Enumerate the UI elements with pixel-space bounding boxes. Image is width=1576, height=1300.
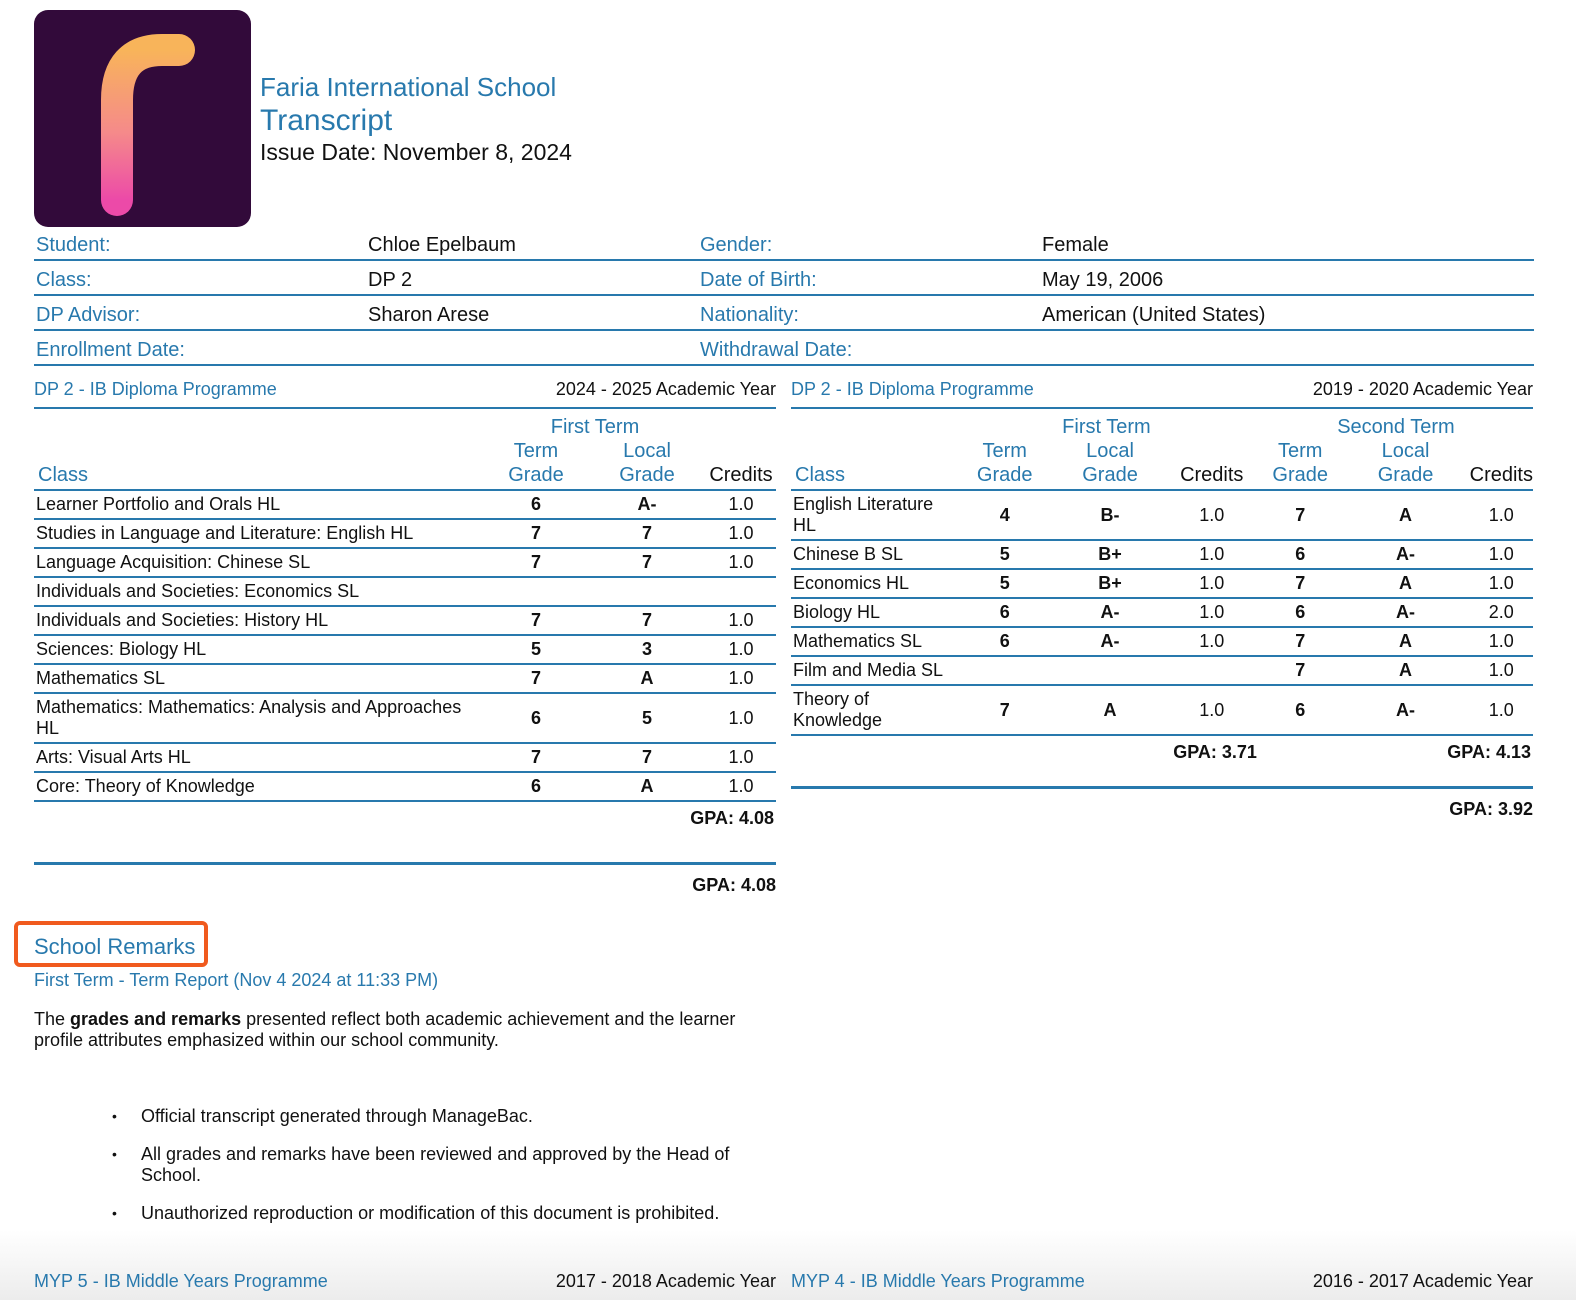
local-grade: 3 <box>588 635 706 664</box>
credits: 1.0 <box>706 519 776 548</box>
credits: 1.0 <box>1470 540 1533 569</box>
school-logo <box>34 10 251 227</box>
section-header <box>791 379 1533 409</box>
table-row <box>791 627 1533 656</box>
local-grade <box>588 577 706 606</box>
class-name: Individuals and Societies: Economics SL <box>34 577 484 606</box>
class-name: Mathematics SL <box>791 627 954 656</box>
class-name: Economics HL <box>791 569 954 598</box>
issue-date: Issue Date: November 8, 2024 <box>260 139 572 165</box>
col-local-grade: Local Grade <box>588 439 706 490</box>
table-row <box>34 490 776 519</box>
credits: 1.0 <box>1165 598 1259 627</box>
info-row <box>34 330 1534 365</box>
term-grade: 7 <box>1259 656 1342 685</box>
term-grade: 6 <box>1259 685 1342 735</box>
class-name: Mathematics SL <box>34 664 484 693</box>
term-grade: 7 <box>1259 569 1342 598</box>
credits: 1.0 <box>1165 540 1259 569</box>
local-grade: A- <box>1341 598 1469 627</box>
local-grade: A <box>1341 627 1469 656</box>
table-row <box>34 577 776 606</box>
table-row <box>34 743 776 772</box>
program-name[interactable]: MYP 5 - IB Middle Years Programme <box>34 1271 328 1291</box>
term-grade: 6 <box>1259 598 1342 627</box>
credits: 1.0 <box>1470 569 1533 598</box>
list-item: • Unauthorized reproduction or modification of this document is prohibited. <box>112 1203 742 1224</box>
local-grade: A- <box>1341 540 1469 569</box>
grades-table <box>34 409 776 832</box>
academic-year: 2024 - 2025 Academic Year <box>555 379 776 399</box>
class-name: Biology HL <box>791 598 954 627</box>
credits: 1.0 <box>706 772 776 801</box>
info-label: Nationality: <box>698 295 1040 330</box>
grades-table <box>791 409 1533 766</box>
program-name[interactable]: DP 2 - IB Diploma Programme <box>34 379 277 399</box>
credits: 1.0 <box>1165 490 1259 540</box>
col-term-grade: Term Grade <box>484 439 588 490</box>
academic-year: 2017 - 2018 Academic Year <box>555 1271 776 1291</box>
info-row <box>34 260 1534 295</box>
table-row <box>34 548 776 577</box>
term-grade: 7 <box>484 664 588 693</box>
credits <box>1165 656 1259 685</box>
term-grade <box>954 656 1056 685</box>
table-row <box>34 664 776 693</box>
table-row <box>791 490 1533 540</box>
term-grade: 7 <box>484 519 588 548</box>
term-grade: 5 <box>954 540 1056 569</box>
credits: 1.0 <box>1470 656 1533 685</box>
col-local-grade: Local Grade <box>1341 439 1469 490</box>
term-grade <box>484 577 588 606</box>
col-term-grade: Term Grade <box>1259 439 1342 490</box>
local-grade: B+ <box>1055 569 1164 598</box>
credits: 1.0 <box>1470 627 1533 656</box>
credits: 1.0 <box>1470 490 1533 540</box>
term-grade: 7 <box>484 743 588 772</box>
class-name: Language Acquisition: Chinese SL <box>34 548 484 577</box>
local-grade: 5 <box>588 693 706 743</box>
term-grade: 6 <box>484 693 588 743</box>
credits: 1.0 <box>706 490 776 519</box>
term-gpa: GPA: 4.13 <box>1447 742 1531 762</box>
class-name: Mathematics: Mathematics: Analysis and Approaches HL <box>34 693 484 743</box>
class-name: Sciences: Biology HL <box>34 635 484 664</box>
info-value: Chloe Epelbaum <box>366 226 698 260</box>
local-grade: A <box>1341 656 1469 685</box>
table-row <box>34 635 776 664</box>
info-value <box>1040 330 1534 365</box>
table-row <box>791 540 1533 569</box>
credits: 2.0 <box>1470 598 1533 627</box>
credits <box>706 577 776 606</box>
info-label: Gender: <box>698 226 1040 260</box>
academic-year: 2019 - 2020 Academic Year <box>1312 379 1533 399</box>
credits: 1.0 <box>1165 685 1259 735</box>
info-label: Date of Birth: <box>698 260 1040 295</box>
total-gpa: GPA: 4.08 <box>692 875 776 895</box>
local-grade: 7 <box>588 606 706 635</box>
term-grade: 7 <box>1259 490 1342 540</box>
local-grade: A- <box>1055 627 1164 656</box>
local-grade: A- <box>1341 685 1469 735</box>
term-grade: 5 <box>954 569 1056 598</box>
table-row <box>34 772 776 801</box>
col-credits: Credits <box>706 439 776 490</box>
term-grade: 7 <box>484 548 588 577</box>
left-program-section <box>34 379 776 896</box>
info-row <box>34 226 1534 260</box>
term-grade: 7 <box>484 606 588 635</box>
term-header: Second Term <box>1337 416 1455 438</box>
col-credits: Credits <box>1470 439 1533 490</box>
local-grade: A <box>588 772 706 801</box>
student-info-table <box>34 226 1534 366</box>
class-name: Individuals and Societies: History HL <box>34 606 484 635</box>
class-name: Theory of Knowledge <box>791 685 954 735</box>
col-credits: Credits <box>1165 439 1259 490</box>
credits: 1.0 <box>1165 569 1259 598</box>
local-grade: B- <box>1055 490 1164 540</box>
info-value: Female <box>1040 226 1534 260</box>
local-grade: A- <box>588 490 706 519</box>
program-name[interactable]: MYP 4 - IB Middle Years Programme <box>791 1271 1085 1291</box>
term-header: First Term <box>1062 416 1151 438</box>
table-row <box>34 693 776 743</box>
term-grade: 6 <box>954 598 1056 627</box>
local-grade: A- <box>1055 598 1164 627</box>
term-grade: 6 <box>484 490 588 519</box>
local-grade: 7 <box>588 548 706 577</box>
next-section-right <box>791 1271 1533 1292</box>
col-local-grade: Local Grade <box>1055 439 1164 490</box>
table-row <box>34 519 776 548</box>
table-row <box>34 606 776 635</box>
remarks-list <box>112 1106 742 1241</box>
info-row <box>34 295 1534 330</box>
info-value: May 19, 2006 <box>1040 260 1534 295</box>
info-label: Withdrawal Date: <box>698 330 1040 365</box>
table-row <box>791 656 1533 685</box>
info-label: DP Advisor: <box>34 295 366 330</box>
school-name: Faria International School <box>260 72 557 102</box>
info-value: Sharon Arese <box>366 295 698 330</box>
col-term-grade: Term Grade <box>954 439 1056 490</box>
table-row <box>791 598 1533 627</box>
term-gpa: GPA: 3.71 <box>1173 742 1257 762</box>
next-section-left <box>34 1271 776 1292</box>
class-name: Film and Media SL <box>791 656 954 685</box>
term-grade: 6 <box>484 772 588 801</box>
local-grade: B+ <box>1055 540 1164 569</box>
local-grade: 7 <box>588 519 706 548</box>
term-grade: 5 <box>484 635 588 664</box>
class-name: Chinese B SL <box>791 540 954 569</box>
credits: 1.0 <box>706 693 776 743</box>
section-header <box>34 379 776 409</box>
col-class: Class <box>34 439 484 490</box>
info-label: Enrollment Date: <box>34 330 366 365</box>
term-grade: 4 <box>954 490 1056 540</box>
class-name: English Literature HL <box>791 490 954 540</box>
total-gpa: GPA: 3.92 <box>1449 799 1533 819</box>
local-grade: A <box>1341 569 1469 598</box>
divider <box>791 786 1533 789</box>
local-grade: A <box>1341 490 1469 540</box>
info-label: Student: <box>34 226 366 260</box>
academic-year: 2016 - 2017 Academic Year <box>1312 1271 1533 1291</box>
page-title: Transcript <box>260 104 393 137</box>
table-row <box>791 685 1533 735</box>
credits: 1.0 <box>706 606 776 635</box>
info-label: Class: <box>34 260 366 295</box>
term-header: First Term <box>550 416 640 438</box>
col-class: Class <box>791 439 954 490</box>
info-value: DP 2 <box>366 260 698 295</box>
class-name: Core: Theory of Knowledge <box>34 772 484 801</box>
credits: 1.0 <box>1470 685 1533 735</box>
credits: 1.0 <box>1165 627 1259 656</box>
local-grade: A <box>588 664 706 693</box>
term-gpa: GPA: 4.08 <box>690 808 774 828</box>
school-remarks-title[interactable]: School Remarks <box>34 934 196 959</box>
term-grade: 7 <box>954 685 1056 735</box>
faria-f-logo-icon <box>34 10 251 227</box>
credits: 1.0 <box>706 743 776 772</box>
local-grade <box>1055 656 1164 685</box>
list-item: • All grades and remarks have been reviewed and approved by the Head of School. <box>112 1144 742 1186</box>
divider <box>34 862 776 865</box>
right-program-section <box>791 379 1533 820</box>
remarks-text: The grades and remarks presented reflect both academic achievement and the learner profile attributes emphasized within our school community. <box>34 1009 736 1050</box>
remarks-subtitle: First Term - Term Report (Nov 4 2024 at 11:33 PM) <box>34 970 439 990</box>
term-grade: 6 <box>1259 540 1342 569</box>
list-item: • Official transcript generated through ManageBac. <box>112 1106 742 1127</box>
info-value <box>366 330 698 365</box>
credits: 1.0 <box>706 664 776 693</box>
class-name: Learner Portfolio and Orals HL <box>34 490 484 519</box>
credits: 1.0 <box>706 635 776 664</box>
class-name: Studies in Language and Literature: English HL <box>34 519 484 548</box>
info-value: American (United States) <box>1040 295 1534 330</box>
term-grade: 6 <box>954 627 1056 656</box>
term-grade: 7 <box>1259 627 1342 656</box>
program-name[interactable]: DP 2 - IB Diploma Programme <box>791 379 1034 399</box>
credits: 1.0 <box>706 548 776 577</box>
local-grade: 7 <box>588 743 706 772</box>
table-row <box>791 569 1533 598</box>
class-name: Arts: Visual Arts HL <box>34 743 484 772</box>
local-grade: A <box>1055 685 1164 735</box>
